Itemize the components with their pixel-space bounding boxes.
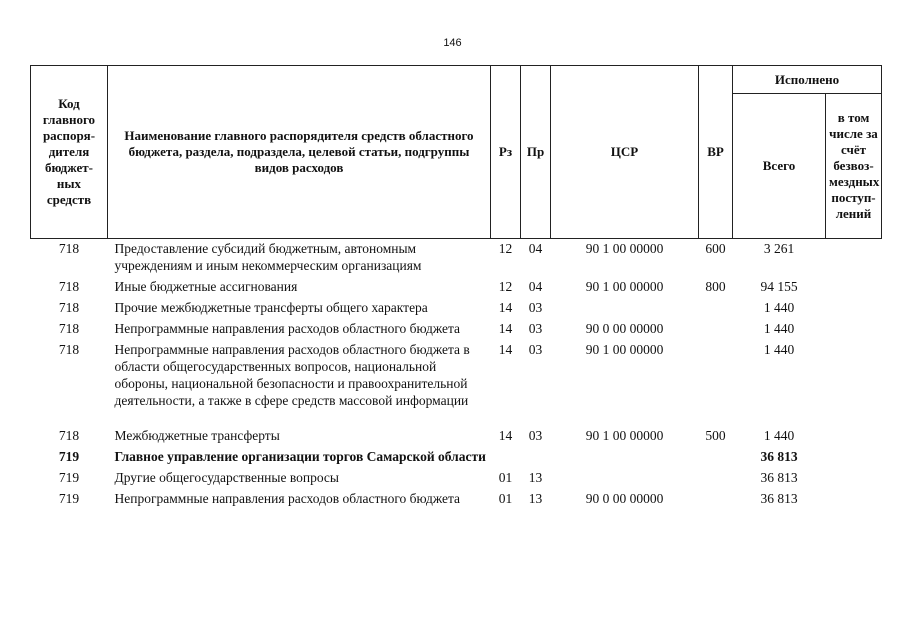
cell-name: Прочие межбюджетные трансферты общего характера	[114, 300, 428, 315]
cell-rz: 01	[498, 491, 513, 506]
cell-rz: 12	[498, 279, 513, 294]
cell-code: 718	[58, 321, 80, 336]
cell-pr: 03	[528, 342, 543, 357]
cell-vr	[699, 447, 733, 468]
cell-vr: 600	[705, 241, 726, 256]
cell-code: 718	[58, 241, 80, 256]
cell-rz: 14	[498, 428, 513, 443]
cell-gratuitous	[826, 489, 882, 510]
cell-name: Другие общегосударственные вопросы	[114, 470, 339, 485]
cell-csr	[551, 447, 699, 468]
table-row	[31, 426, 882, 447]
cell-total: 1 440	[763, 321, 795, 336]
cell-pr: 03	[528, 300, 543, 315]
cell-pr: 04	[528, 241, 543, 256]
cell-vr	[699, 340, 733, 412]
header-total: Всего	[733, 94, 826, 239]
cell-csr: 90 0 00 00000	[585, 321, 664, 336]
table-row	[31, 340, 882, 412]
cell-total: 94 155	[760, 279, 798, 294]
cell-gratuitous	[826, 340, 882, 412]
cell-vr	[699, 468, 733, 489]
cell-name: Предоставление субсидий бюджетным, автономным учреждениям и иным некоммерческим организациям	[114, 241, 422, 273]
cell-pr: 03	[528, 428, 543, 443]
cell-total: 36 813	[760, 449, 798, 464]
cell-gratuitous	[826, 426, 882, 447]
cell-rz: 14	[498, 342, 513, 357]
cell-name: Непрограммные направления расходов областного бюджета	[114, 321, 461, 336]
header-csr: ЦСР	[551, 66, 699, 239]
cell-rz: 14	[498, 321, 513, 336]
table-row-main-manager	[31, 447, 882, 468]
cell-pr	[521, 447, 551, 468]
table-row	[31, 277, 882, 298]
cell-vr	[699, 298, 733, 319]
cell-code: 718	[58, 342, 80, 357]
cell-pr: 13	[528, 470, 543, 485]
header-executed: Исполнено	[733, 66, 882, 94]
header-of-which-gratuitous: в том числе за счёт безвоз-мездных поступ-лений	[826, 94, 882, 239]
cell-gratuitous	[826, 277, 882, 298]
cell-csr: 90 0 00 00000	[585, 491, 664, 506]
cell-rz: 01	[498, 470, 513, 485]
cell-total: 36 813	[760, 491, 798, 506]
cell-pr: 04	[528, 279, 543, 294]
cell-total: 3 261	[763, 241, 795, 256]
table-row	[31, 298, 882, 319]
cell-name: Непрограммные направления расходов областного бюджета	[114, 491, 461, 506]
cell-rz: 14	[498, 300, 513, 315]
table-row	[31, 239, 882, 278]
budget-table	[30, 65, 882, 510]
cell-csr: 90 1 00 00000	[585, 279, 664, 294]
header-pr: Пр	[521, 66, 551, 239]
cell-gratuitous	[826, 468, 882, 489]
table-row	[31, 319, 882, 340]
cell-name: Главное управление организации торгов Самарской области	[114, 449, 486, 464]
cell-total: 1 440	[763, 428, 795, 443]
page-number: 146	[443, 37, 462, 49]
cell-total: 36 813	[760, 470, 798, 485]
cell-vr	[699, 319, 733, 340]
header-name: Наименование главного распорядителя средств областного бюджета, раздела, подраздела, целевой статьи, подгруппы видов расходов	[108, 66, 491, 239]
cell-name: Иные бюджетные ассигнования	[114, 279, 298, 294]
cell-gratuitous	[826, 298, 882, 319]
cell-csr: 90 1 00 00000	[585, 241, 664, 256]
cell-gratuitous	[826, 319, 882, 340]
table-header	[31, 66, 882, 239]
header-vr: ВР	[699, 66, 733, 239]
cell-csr: 90 1 00 00000	[585, 428, 664, 443]
cell-gratuitous	[826, 447, 882, 468]
table-row	[31, 489, 882, 510]
cell-csr	[551, 298, 699, 319]
cell-vr: 800	[705, 279, 726, 294]
cell-csr	[551, 468, 699, 489]
row-spacer	[31, 412, 882, 426]
cell-code: 718	[58, 279, 80, 294]
cell-gratuitous	[826, 239, 882, 278]
cell-rz: 12	[498, 241, 513, 256]
cell-pr: 13	[528, 491, 543, 506]
cell-vr: 500	[705, 428, 726, 443]
cell-name: Межбюджетные трансферты	[114, 428, 280, 443]
cell-code: 719	[58, 470, 80, 485]
table-row	[31, 468, 882, 489]
cell-vr	[699, 489, 733, 510]
cell-total: 1 440	[763, 300, 795, 315]
header-rz: Рз	[491, 66, 521, 239]
cell-csr: 90 1 00 00000	[585, 342, 664, 357]
cell-rz	[491, 447, 521, 468]
header-code: Код главного распоря-дителя бюджет-ных средств	[31, 66, 108, 239]
cell-code: 718	[58, 300, 80, 315]
cell-name: Непрограммные направления расходов областного бюджета в области общегосударственных вопросов, национальной обороны, национальной безопасности и правоохранительной деятельности, а также в сфере средств массовой информации	[114, 342, 470, 408]
cell-total: 1 440	[763, 342, 795, 357]
cell-code: 719	[58, 449, 80, 464]
cell-code: 718	[58, 428, 80, 443]
cell-code: 719	[58, 491, 80, 506]
cell-pr: 03	[528, 321, 543, 336]
